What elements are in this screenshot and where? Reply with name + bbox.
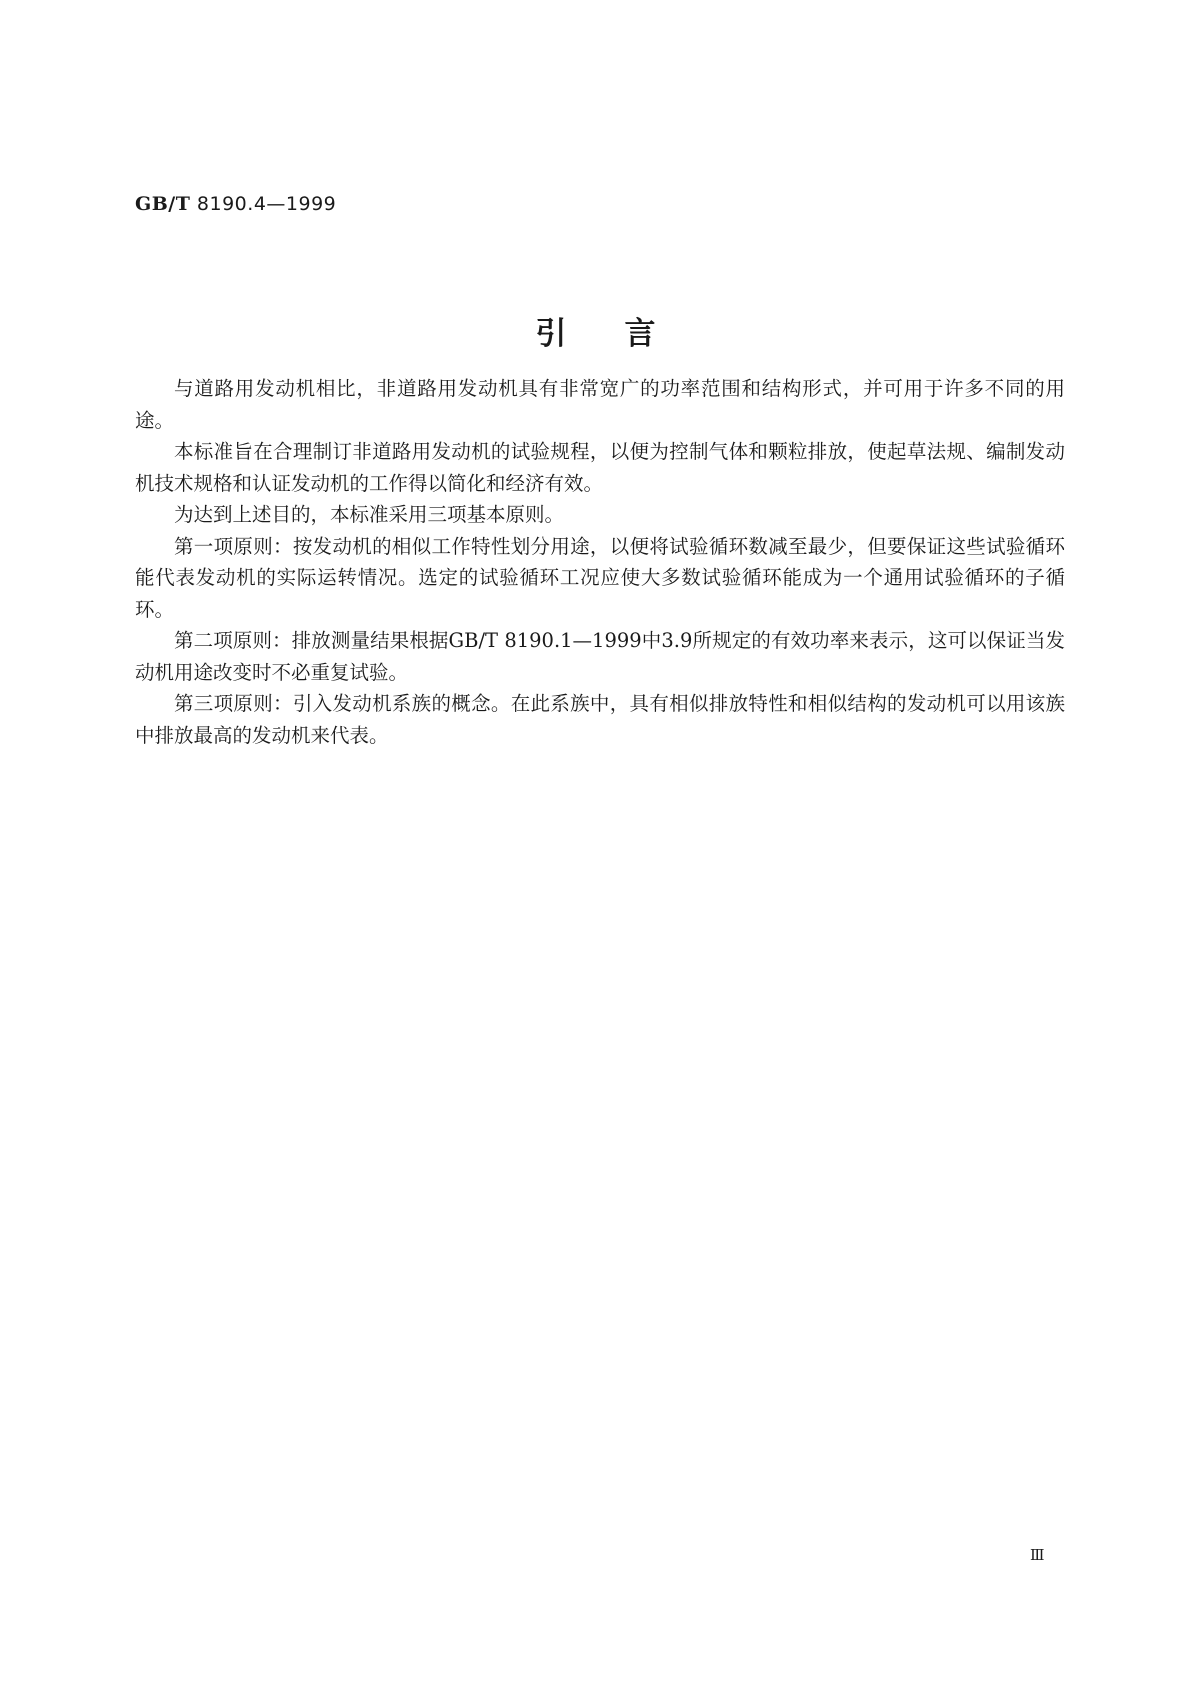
paragraph-1: 与道路用发动机相比，非道路用发动机具有非常宽广的功率范围和结构形式，并可用于许多不同的用途。 (135, 377, 1065, 432)
paragraph-4: 第一项原则：按发动机的相似工作特性划分用途，以便将试验循环数减至最少，但要保证这些试验循环能代表发动机的实际运转情况。选定的试验循环工况应使大多数试验循环能成为一个通用试验循环的子循环。 (135, 534, 1065, 621)
standard-number: 8190.4—1999 (196, 193, 337, 215)
standard-code-header (135, 193, 336, 215)
paragraph-3: 为达到上述目的，本标准采用三项基本原则。 (174, 503, 565, 526)
page-number: Ⅲ (1030, 1546, 1045, 1564)
standard-prefix: GB/T (135, 193, 191, 215)
paragraph-6: 第三项原则：引入发动机系族的概念。在此系族中，具有相似排放特性和相似结构的发动机可以用该族中排放最高的发动机来代表。 (135, 692, 1065, 747)
page-title: 引言 (535, 316, 714, 352)
paragraph-2: 本标准旨在合理制订非道路用发动机的试验规程，以便为控制气体和颗粒排放，使起草法规、编制发动机技术规格和认证发动机的工作得以简化和经济有效。 (135, 440, 1065, 495)
paragraph-5: 第二项原则：排放测量结果根据GB/T 8190.1—1999中3.9所规定的有效功率来表示，这可以保证当发动机用途改变时不必重复试验。 (135, 629, 1065, 684)
introduction-body (135, 373, 1065, 751)
